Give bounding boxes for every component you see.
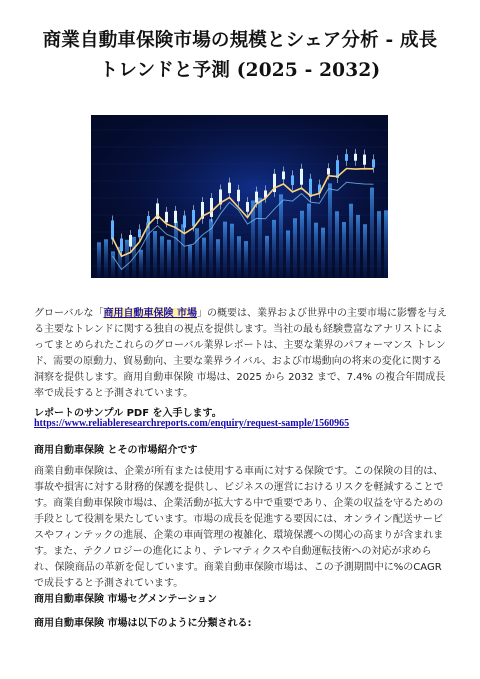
hero-candle [192,210,195,226]
hero-bar [216,239,220,278]
title-line-2: トレンドと予測 (2025 - 2032) [99,60,381,81]
hero-bar [370,188,374,278]
hero-bar [258,198,262,278]
hero-bar [160,236,164,278]
hero-candle [300,169,303,185]
hero-bar [314,223,318,278]
hero-bar [342,222,346,278]
hero-bar [230,224,234,278]
hero-bar [286,230,290,278]
hero-bar [293,218,297,278]
sample-pdf-label: レポートのサンプル PDF を入手します。 [34,408,222,419]
hero-candle [165,212,168,223]
hero-candle [282,172,285,180]
market-name-link[interactable]: 商用自動車保険 市場 [103,308,197,319]
overview-body: 」の概要は、業界および世界中の主要市場に影響を与える主要なトレンドに関する独自の視点を提供します。当社の最も経験豊富なアナリストによってまとめられたこれらのグローバル業界レポートは、主要な業界のパフォーマンス トレンド、需要の原動力、貿易動向、主要な業界ライバル、および市場動向の将来の変化に関する洞察を提供します。商用自動車保険 市場は、2025 から 2032 まで、7.4% の複合年間成長率で成長すると予測されています。 [34,308,447,399]
hero-candle [138,229,141,237]
hero-bar [97,242,101,278]
hero-candle [255,192,258,203]
hero-candle [237,190,240,202]
hero-bar [328,183,332,278]
hero-bar [265,236,269,278]
market-intro-heading: 商用自動車保険 とその市場紹介です [34,445,198,456]
hero-stock-chart-image [91,115,388,278]
hero-bar [188,245,192,278]
hero-candle [228,183,231,194]
hero-bar [356,215,360,278]
hero-bar [300,211,304,278]
hero-candle [246,202,249,212]
hero-candle [129,235,132,247]
hero-bar [377,211,381,278]
hero-bar [272,220,276,278]
overview-paragraph [34,306,448,402]
hero-candle [354,154,357,161]
hero-bar [125,240,129,278]
hero-candle [183,215,186,227]
hero-bar [104,239,108,278]
hero-candle [210,198,213,217]
hero-bar [223,222,227,278]
hero-bar [209,219,213,278]
hero-bar [349,204,353,278]
hero-candle [363,155,366,165]
hero-bar [384,210,388,278]
hero-bar [139,250,143,278]
classification-heading: 商用自動車保険 市場は以下のように分類される: [34,618,252,629]
hero-bar [279,194,283,278]
document-title [20,26,460,86]
hero-candle [345,154,348,161]
market-intro-paragraph: 商業自動車保険は、企業が所有または使用する車両に対する保険です。この保険の目的は、事故や損害に対する財務的保護を提供し、ビジネスの運営におけるリスクを軽減することです。商業自動車保険市場は、企業活動が拡大する中で重要であり、企業の収益を守るための手段として役割を果たしています。市場の成長を促進する要因には、オンライン配送サービスやフィンテックの進展、企業の車両管理の複雑化、環境保護への関心の高まりが含まれます。また、テクノロジーの進化により、テレマティクスや自動運転技術への対応が求められ、保険商品の革新を促しています。商業自動車保険市場は、この予測期間中に%のCAGRで成長すると予測されています。 [34,466,444,589]
hero-bar [335,211,339,278]
hero-candle [372,159,375,167]
hero-candle [111,220,114,239]
hero-bar [195,228,199,278]
hero-bar [202,238,206,278]
hero-bar [111,251,115,278]
hero-candle [120,239,123,252]
hero-bar [244,241,248,278]
segmentation-heading: 商用自動車保険 市場セグメンテーション [34,594,217,605]
hero-bar [237,236,241,278]
hero-candle [327,168,330,174]
hero-bar [167,240,171,278]
hero-candle [174,211,177,223]
sample-request-link[interactable]: https://www.reliableresearchreports.com/enquiry/request-sample/1560965 [34,418,350,429]
hero-bar [321,228,325,278]
hero-candle [291,175,294,185]
hero-bar [307,204,311,278]
title-line-1: 商業自動車保険市場の規模とシェア分析 - 成長 [42,30,438,51]
hero-bar [146,222,150,278]
overview-prefix: グローバルな「 [34,308,104,319]
hero-bar [363,224,367,278]
hero-chart-graphic [91,115,388,278]
hero-candle [147,216,150,223]
hero-bar [153,231,157,278]
